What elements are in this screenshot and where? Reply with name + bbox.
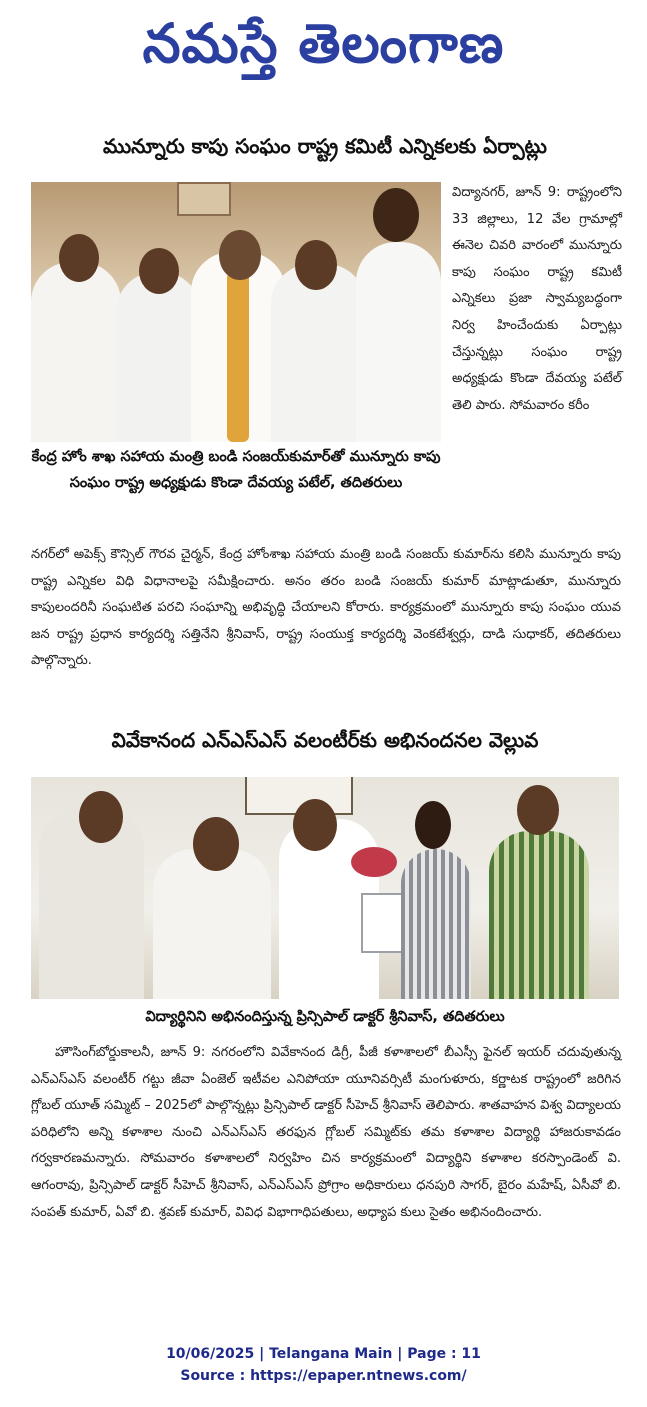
article1-side-text: విద్యానగర్‌, జూన్‌ 9: రాష్ట్రంలోని 33 జిల్లాలు, 12 వేల గ్రామాల్లో ఈనెల చివరి వారంలో మున్నూరు కాపు సంఘం రాష్ట్ర కమిటీ ఎన్నికలు ప్రజా స్వామ్యబద్ధంగా నిర్వ హించేందుకు ఏర్పాట్లు చేస్తున్నట్లు సంఘం రాష్ట్ర అధ్యక్షుడు కొండా దేవయ్య పటేల్‌ తెలి పారు. సోమవారం కరీం	[452, 185, 622, 413]
article1-photo	[31, 182, 441, 442]
article1-headline: మున్నూరు కాపు సంఘం రాష్ట్ర కమిటీ ఎన్నికలకు ఏర్పాట్లు	[103, 134, 547, 158]
footer-source-link[interactable]: Source : https://epaper.ntnews.com/	[180, 1368, 467, 1384]
newspaper-masthead: నమస్తే తెలంగాణ	[142, 12, 505, 75]
article2-photo-caption: విద్యార్థినిని అభినందిస్తున్న ప్రిన్సిపాల్‌ డాక్టర్‌ శ్రీనివాస్‌, తదితరులు	[145, 1009, 505, 1025]
article2-body-text: హౌసింగ్‌బోర్డుకాలనీ, జూన్‌ 9: నగరంలోని వివేకానంద డిగ్రీ, పీజీ కళాశాలలో బీఎస్సీ ఫైనల్‌ ఇయర్‌ చదువుతున్న ఎన్‌ఎస్‌ఎస్‌ వలంటీర్‌ గట్టు జీవా ఏంజెల్‌ ఇటీవల ఎనిపోయా యూనివర్సిటీ మంగుళూరు, కర్ణాటక రాష్ట్రంలో జరిగిన గ్లోబల్‌ యూత్‌ సమ్మిట్‌ – 2025లో పాల్గొన్నట్లు ప్రిన్సిపాల్‌ డాక్టర్‌ సీహెచ్‌ శ్రీనివాస్‌ తెలిపారు. శాతవాహన విశ్వ విద్యాలయ పరిధిలోని అన్ని కళాశాల నుంచి ఎన్‌ఎస్‌ఎస్‌ తరఫున గ్లోబల్‌ సమ్మిట్‌కు తమ కళాశాల విద్యార్థి హాజరుకావడం గర్వకారణమన్నారు. సోమవారం కళాశాలలో నిర్వహిం చిన కార్యక్రమంలో విద్యార్థిని కళాశాల కరస్పాండెంట్‌ వి. ఆగంరావు, ప్రిన్సిపాల్‌ డాక్టర్‌ సీహెచ్‌ శ్రీనివాస్‌, ఎన్‌ఎస్‌ఎస్‌ ప్రోగ్రాం అధికారులు ధనపురి సాగర్‌, బైరం మహేష్‌, ఏసీవో బి. సంపత్‌ కుమార్‌, ఏవో బి. శ్రవణ్‌ కుమార్‌, వివిధ విభాగాధిపతులు, అధ్యాప కులు సైతం అభినందించారు.	[31, 1045, 621, 1220]
footer-date-edition-page: 10/06/2025 | Telangana Main | Page : 11	[166, 1346, 481, 1362]
article1-side-column	[452, 180, 622, 419]
article1-body-text: నగర్‌లో అపెక్స్‌ కౌన్సిల్‌ గౌరవ చైర్మన్‌, కేంద్ర హోంశాఖ సహాయ మంత్రి బండి సంజయ్‌ కుమార్‌ను కలిసి మున్నూరు కాపు రాష్ట్ర ఎన్నికల విధి విధానాలపై సమీక్షించారు. అనం తరం బండి సంజయ్‌ కుమార్‌ మాట్లాడుతూ, మున్నూరు కాపులందరినీ సంఘటిత పరచి సంఘాన్ని అభివృద్ధి చేయాలని కోరారు. కార్యక్రమంలో మున్నూరు కాపు సంఘం యువ జన రాష్ట్ర ప్రధాన కార్యదర్శి సత్తినేని శ్రీనివాస్‌, రాష్ట్ర సంయుక్త కార్యదర్శి వెంకటేశ్వర్లు, దాడి సుధాకర్‌, తదితరులు పాల్గొన్నారు.	[31, 547, 621, 669]
article2-headline: వివేకానంద ఎన్‌ఎస్‌ఎస్‌ వలంటీర్‌కు అభినందనల వెల్లువ	[111, 728, 539, 752]
article1-photo-caption: కేంద్ర హోం శాఖ సహాయ మంత్రి బండి సంజయ్‌కుమార్‌తో మున్నూరు కాపు సంఘం రాష్ట్ర అధ్యక్షుడు కొండా దేవయ్య పటేల్‌, తదితరులు	[31, 449, 441, 491]
article2-photo	[31, 777, 619, 999]
